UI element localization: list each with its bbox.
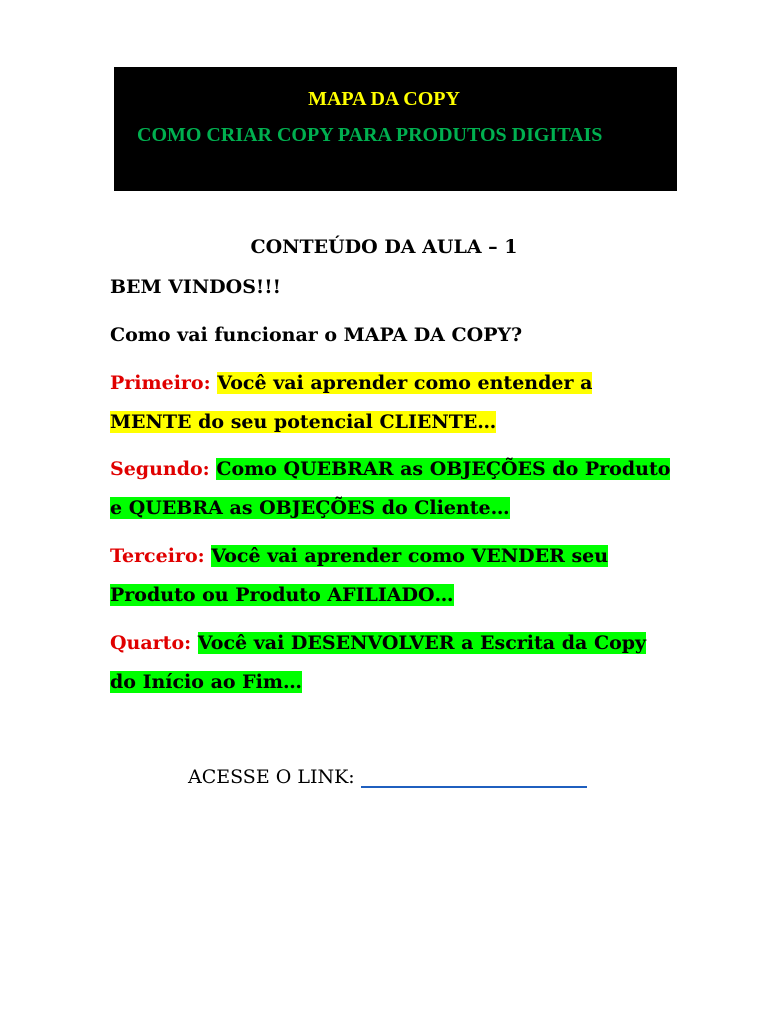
lesson-heading: CONTEÚDO DA AULA – 1 [250,236,518,258]
step-3-text-1: Você vai aprender como VENDER seu [211,545,609,567]
banner-title: MAPA DA COPY [308,88,460,110]
step-1-line-1 [110,370,592,396]
link-field[interactable] [361,768,587,788]
step-4-line-2 [110,669,302,695]
step-4-text-2: do Início ao Fim… [110,671,302,693]
step-1-label: Primeiro: [110,372,211,394]
step-3-label: Terceiro: [110,545,205,567]
step-3-line-2 [110,582,454,608]
step-4-text-1: Você vai DESENVOLVER a Escrita da Copy [197,632,647,654]
welcome-text: BEM VINDOS!!! [110,276,281,298]
banner-subtitle: COMO CRIAR COPY PARA PRODUTOS DIGITAIS [137,124,603,146]
step-3-line-1 [110,543,608,569]
title-banner [114,67,677,191]
step-1-text-2: MENTE do seu potencial CLIENTE… [110,411,497,433]
step-3-text-2: Produto ou Produto AFILIADO… [110,584,454,606]
step-1-line-2 [110,409,496,435]
link-label: ACESSE O LINK: [188,766,355,788]
step-1-text-1: Você vai aprender como entender a [217,372,593,394]
step-4-label: Quarto: [110,632,192,654]
link-row [188,766,587,788]
step-4-line-1 [110,630,646,656]
question-text: Como vai funcionar o MAPA DA COPY? [110,324,523,346]
step-2-label: Segundo: [110,458,210,480]
step-2-line-2 [110,495,510,521]
step-2-text-1: Como QUEBRAR as OBJEÇÕES do Produto [216,458,671,480]
step-2-text-2: e QUEBRA as OBJEÇÕES do Cliente… [110,497,510,519]
step-2-line-1 [110,456,670,482]
